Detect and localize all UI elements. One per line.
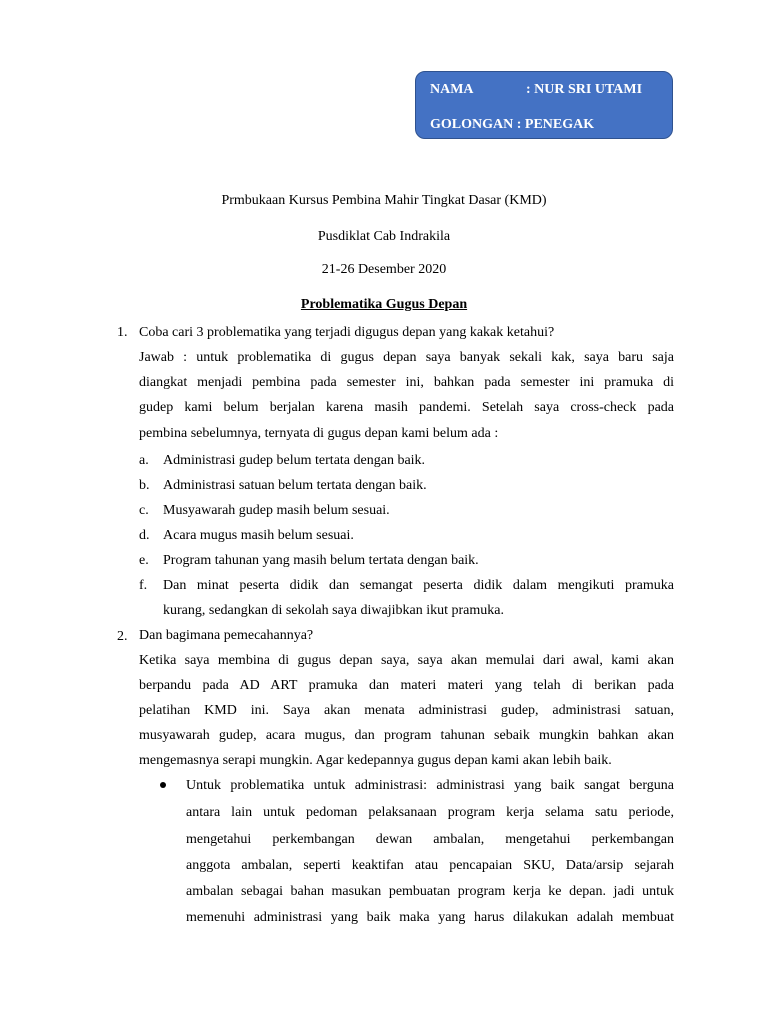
answer-line: Ketika saya membina di gugus depan saya, saya akan memulai dari awal, kami akan [139, 653, 674, 668]
list-item: Musyawarah gudep masih belum sesuai. [163, 503, 390, 518]
list-item: Dan minat peserta didik dan semangat peserta didik dalam mengikuti pramuka [163, 578, 674, 593]
answer-line: mengemasnya serapi mungkin. Agar kedepannya gugus depan kami akan lebih baik. [139, 753, 612, 768]
list-item: Administrasi gudep belum tertata dengan baik. [163, 453, 426, 468]
list-letter: c. [139, 503, 149, 518]
page-title: Problematika Gugus Depan [300, 297, 468, 312]
list-letter: a. [139, 453, 149, 468]
bullet-line: anggota ambalan, seperti keaktifan atau pencapaian SKU, Data/arsip sejarah [186, 858, 674, 873]
question-number: 1. [117, 325, 128, 340]
list-letter: f. [139, 578, 148, 593]
answer-line: diangkat menjadi pembina pada semester ini, bahkan pada semester ini pramuka di [139, 375, 674, 390]
identity-box [415, 71, 673, 139]
date-line: 21-26 Desember 2020 [321, 262, 447, 277]
bullet-icon [160, 782, 166, 788]
name-value: : NUR SRI UTAMI [526, 82, 643, 97]
name-label: NAMA [430, 82, 474, 97]
bullet-line: mengetahui perkembangan dewan ambalan, mengetahui perkembangan [186, 832, 674, 847]
class-value: : PENEGAK [516, 117, 595, 132]
bullet-line: antara lain untuk pedoman pelaksanaan program kerja selama satu periode, [186, 805, 674, 820]
list-letter: e. [139, 553, 149, 568]
question-text: Coba cari 3 problematika yang terjadi digugus depan yang kakak ketahui? [139, 325, 555, 340]
question-number: 2. [117, 629, 128, 644]
class-label: GOLONGAN [430, 117, 514, 132]
question-text: Dan bagimana pemecahannya? [139, 628, 314, 643]
bullet-line: memenuhi administrasi yang baik maka yang harus dilakukan adalah membuat [186, 910, 674, 925]
answer-line: pembina sebelumnya, ternyata di gugus depan kami belum ada : [139, 426, 499, 441]
bullet-line: ambalan sebagai bahan masukan pembuatan program kerja ke depan. jadi untuk [186, 884, 674, 899]
answer-line: pelatihan KMD ini. Saya akan menata administrasi gudep, administrasi satuan, [139, 703, 674, 718]
name-row [430, 82, 642, 98]
course-line: Prmbukaan Kursus Pembina Mahir Tingkat Dasar (KMD) [221, 193, 547, 208]
list-letter: d. [139, 528, 150, 543]
bullet-line: Untuk problematika untuk administrasi: administrasi yang baik sangat berguna [186, 778, 674, 793]
answer-line: musyawarah gudep, acara mugus, dan program tahunan sebaik mungkin bahkan akan [139, 728, 674, 743]
class-row [430, 117, 594, 133]
list-letter: b. [139, 478, 150, 493]
answer-line: Jawab : untuk problematika di gugus depan saya banyak sekali kak, saya baru saja [139, 350, 674, 365]
venue-line: Pusdiklat Cab Indrakila [317, 229, 451, 244]
list-item: Acara mugus masih belum sesuai. [163, 528, 354, 543]
list-item-continued: kurang, sedangkan di sekolah saya diwajibkan ikut pramuka. [163, 603, 504, 618]
list-item: Program tahunan yang masih belum tertata dengan baik. [163, 553, 479, 568]
answer-line: berpandu pada AD ART pramuka dan materi materi yang telah di berikan pada [139, 678, 674, 693]
list-item: Administrasi satuan belum tertata dengan baik. [163, 478, 427, 493]
answer-line: gudep kami belum berjalan karena masih pandemi. Setelah saya cross-check pada [139, 400, 674, 415]
